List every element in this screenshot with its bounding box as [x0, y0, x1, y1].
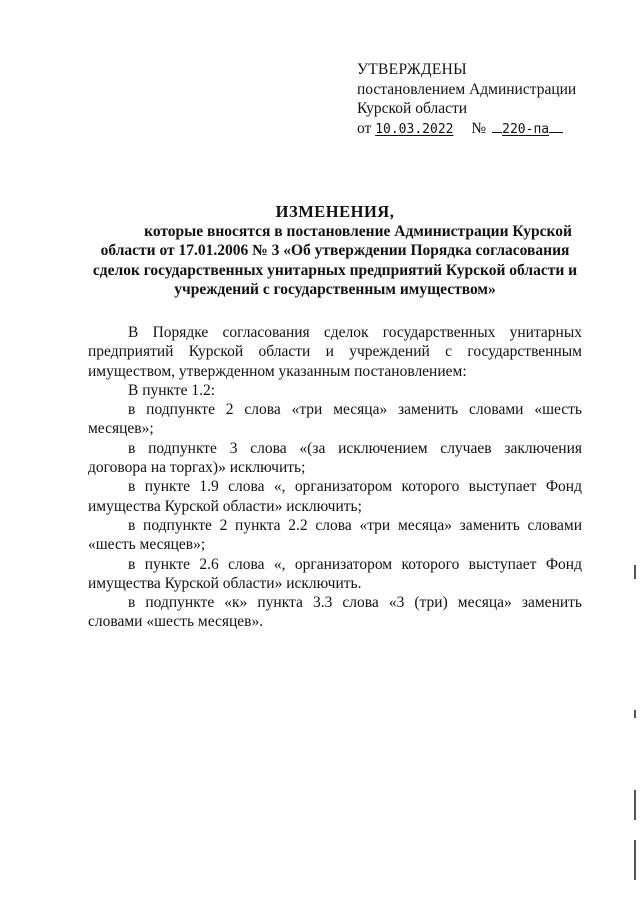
scan-artifact: [634, 710, 636, 718]
approval-number: 220-па: [502, 121, 550, 137]
date-prefix: от: [357, 119, 372, 137]
number-underline-lead: [492, 120, 502, 133]
paragraph: в подпункте 2 пункта 2.2 слова «три месяца» заменить словами «шесть месяцев»;: [88, 516, 582, 554]
approval-title: УТВЕРЖДЕНЫ: [357, 61, 467, 78]
number-sign: №: [471, 119, 487, 137]
heading-line-2: области от 17.01.2006 № 3 «Об утверждении Порядка согласования: [100, 242, 570, 259]
paragraph: В пункте 1.2:: [128, 381, 216, 399]
paragraph: в пункте 1.9 слова «, организатором которого выступает Фонд имущества Курской области» исключить;: [88, 478, 582, 515]
heading-line-3: сделок государственных унитарных предприятий Курской области и: [92, 261, 578, 279]
paragraph: в подпункте 2 слова «три месяца» заменить словами «шесть месяцев»;: [88, 401, 582, 438]
number-underline-trail: [549, 120, 563, 133]
paragraph: В Порядке согласования сделок государственных унитарных предприятий Курской области и учреждений с государственным имуществом, утвержденном указанным постановлением:: [88, 324, 582, 380]
scan-artifact: [634, 565, 636, 579]
paragraph: в подпункте 3 слова «(за исключением случаев заключения договора на торгах)» исключить;: [88, 439, 582, 477]
scan-artifact: [634, 790, 636, 820]
heading-line-4: учреждений с государственным имуществом»: [174, 281, 496, 298]
heading-title: ИЗМЕНЕНИЯ,: [275, 202, 395, 221]
document-body: [88, 323, 582, 632]
approval-line-1: постановлением Администрации: [357, 80, 577, 98]
approval-block: [357, 60, 617, 139]
approval-date: 10.03.2022: [375, 121, 454, 137]
scan-artifact: [634, 840, 636, 880]
paragraph: в пункте 2.6 слова «, организатором которого выступает Фонд имущества Курской области» исключить.: [88, 555, 582, 592]
approval-line-2: Курской области: [357, 100, 468, 117]
heading-line-1: которые вносятся в постановление Администрации Курской: [144, 222, 572, 240]
document-heading: [88, 202, 582, 300]
paragraph: в подпункте «к» пункта 3.3 слова «3 (три) месяца» заменить словами «шесть месяцев».: [88, 594, 582, 631]
approval-date-line: [357, 119, 617, 140]
